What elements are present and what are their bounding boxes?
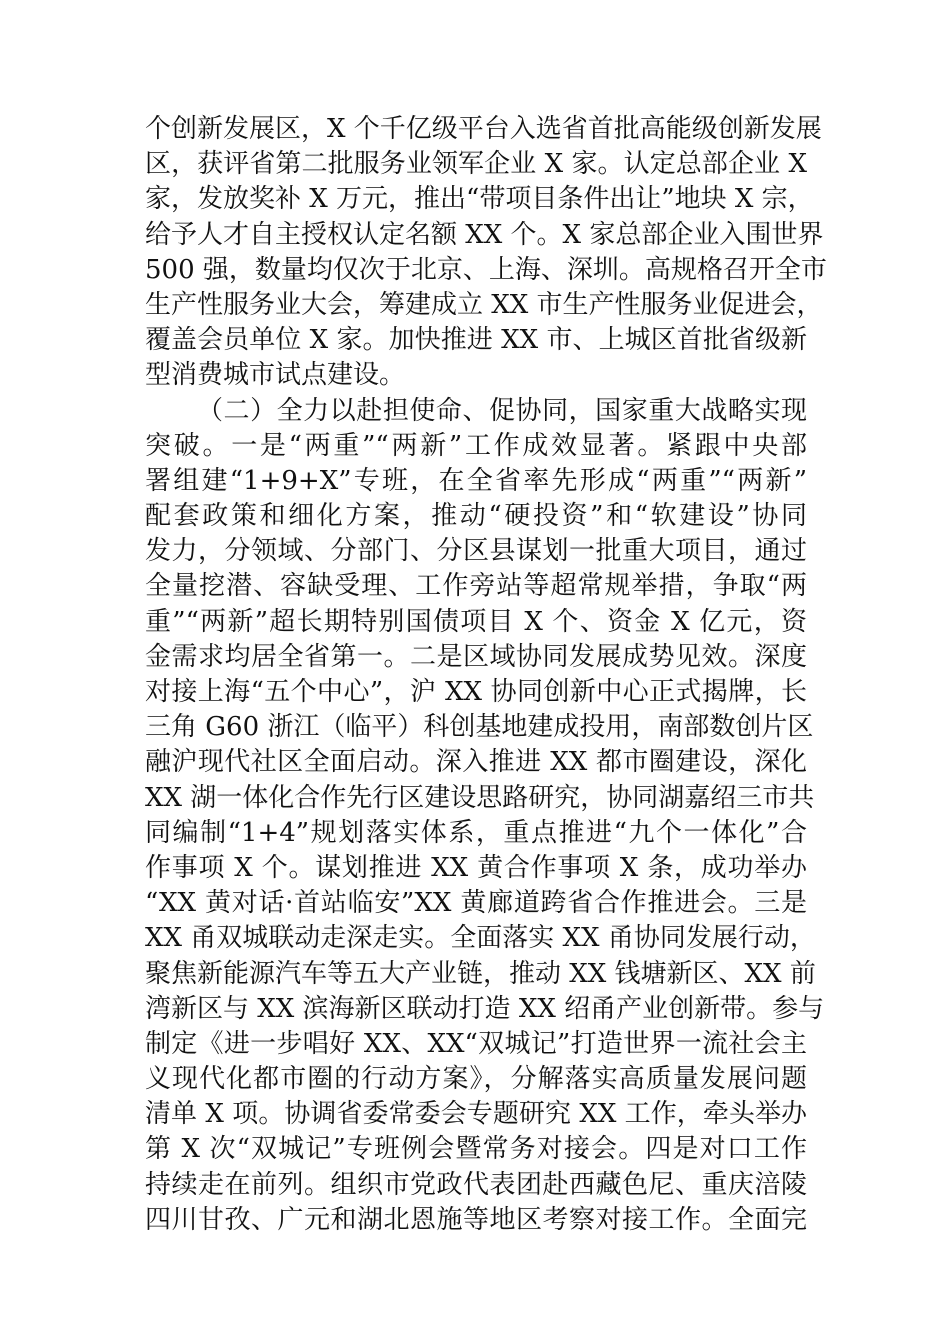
text-line: 清单 X 项。协调省委常委会专题研究 XX 工作，牵头举办 [145,1099,807,1130]
text-line: 制定《进一步唱好 XX、XX“双城记”打造世界一流社会主 [145,1028,807,1059]
text-line: 对接上海“五个中心”，沪 XX 协同创新中心正式揭牌，长 [145,677,807,707]
text-line: 覆盖会员单位 X 家。加快推进 XX 市、上城区首批省级新 [145,325,807,356]
text-line: XX 湖一体化合作先行区建设思路研究，协同湖嘉绍三市共 [145,782,815,813]
text-line: 署组建“1+9+X”专班，在全省率先形成“两重”“两新” [145,465,807,496]
text-line: 个创新发展区，X 个千亿级平台入选省首批高能级创新发展 [145,114,822,144]
text-line: 突破。一是“两重”“两新”工作成效显著。紧跟中央部 [145,430,807,461]
text-line: 区，获评省第二批服务业领军企业 X 家。认定总部企业 X [145,149,807,180]
text-line: 第 X 次“双城记”专班例会暨常务对接会。四是对口工作 [145,1134,807,1165]
text-line: 全量挖潜、容缺受理、工作旁站等超常规举措，争取“两 [145,571,807,602]
text-line: 500 强，数量均仅次于北京、上海、深圳。高规格召开全市 [145,254,827,285]
text-line: 作事项 X 个。谋划推进 XX 黄合作事项 X 条，成功举办 [145,852,807,883]
text-line: “XX 黄对话·首站临安”XX 黄廊道跨省合作推进会。三是 [145,888,807,919]
text-line: 义现代化都市圈的行动方案》，分解落实高质量发展问题 [145,1064,807,1095]
text-line: 持续走在前列。组织市党政代表团赴西藏色尼、重庆涪陵 [145,1169,807,1200]
text-line: XX 甬双城联动走深走实。全面落实 XX 甬协同发展行动， [145,923,816,954]
text-line: 湾新区与 XX 滨海新区联动打造 XX 绍甬产业创新带。参与 [145,993,825,1024]
document-page [145,112,827,1238]
text-line: 型消费城市试点建设。 [145,360,406,391]
text-line: 聚焦新能源汽车等五大产业链，推动 XX 钱塘新区、XX 前 [145,958,816,989]
text-line: 重”“两新”超长期特别国债项目 X 个、资金 X 亿元，资 [145,606,807,637]
text-line: 三角 G60 浙江（临平）科创基地建成投用，南部数创片区 [145,712,814,743]
text-line: 给予人才自主授权认定名额 XX 个。X 家总部企业入围世界 [145,219,824,250]
text-line: 生产性服务业大会，筹建成立 XX 市生产性服务业促进会， [145,289,823,320]
text-line: 四川甘孜、广元和湖北恩施等地区考察对接工作。全面完 [145,1204,807,1235]
text-line: 家，发放奖补 X 万元，推出“带项目条件出让”地块 X 宗， [145,184,814,215]
text-line: 发力，分领域、分部门、分区县谋划一批重大项目，通过 [145,536,807,567]
text-line: 融沪现代社区全面启动。深入推进 XX 都市圈建设，深化 [145,747,807,778]
text-line: 金需求均居全省第一。二是区域协同发展成势见效。深度 [145,641,807,672]
text-line: 配套政策和细化方案，推动“硬投资”和“软建设”协同 [145,501,807,532]
text-line: 同编制“1+4”规划落实体系，重点推进“九个一体化”合 [145,817,807,848]
paragraph-heading-line: （二）全力以赴担使命、促协同，国家重大战略实现 [197,395,807,426]
